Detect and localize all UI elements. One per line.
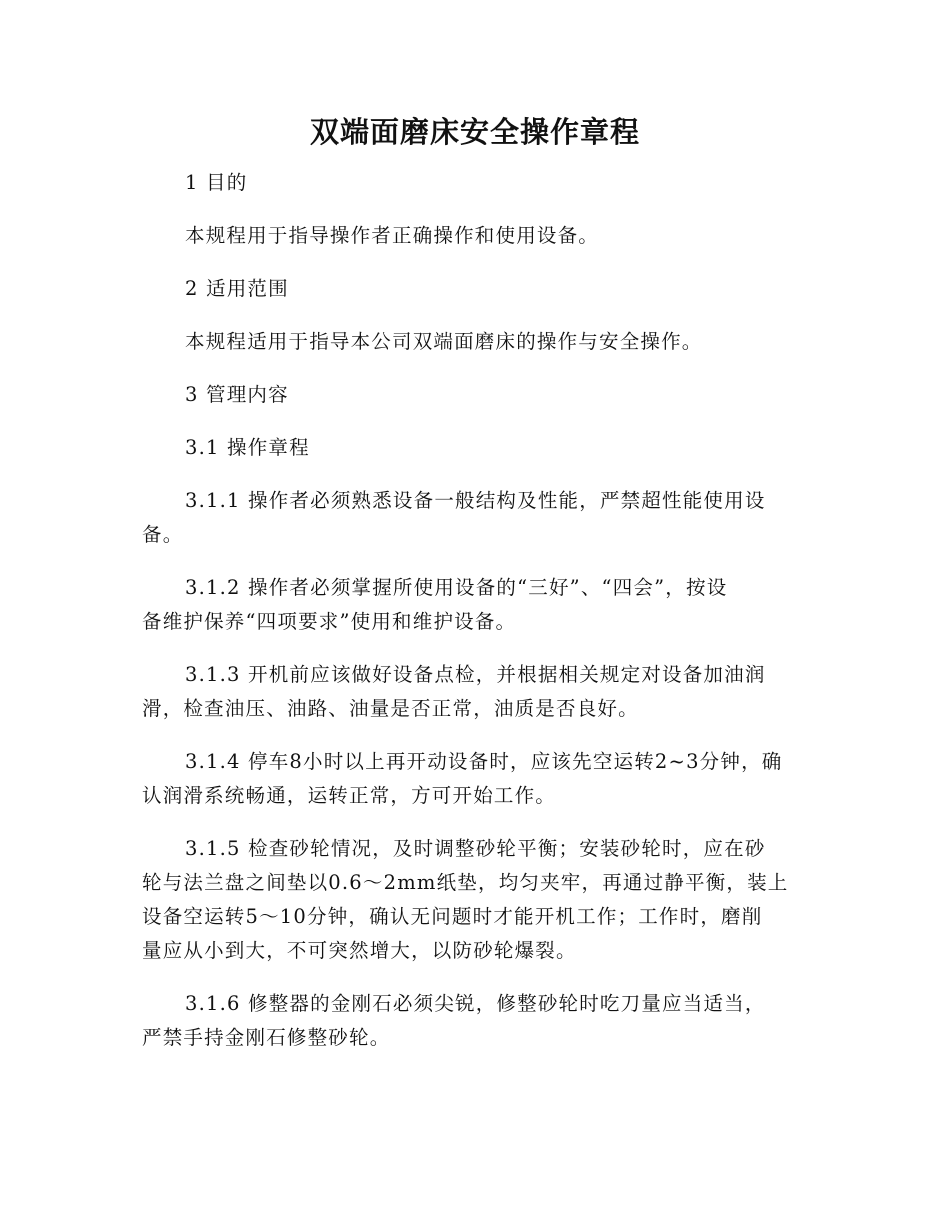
- text-line: 3.1.3 开机前应该做好设备点检，并根据相关规定对设备加油润: [185, 663, 766, 686]
- section-heading: [142, 166, 814, 200]
- clause-3-1-3: [142, 658, 814, 726]
- text-line: 2 适用范围: [185, 277, 289, 300]
- clause-3-1-1: [142, 484, 814, 552]
- clause-3-1-6: [142, 987, 814, 1055]
- text-line: 轮与法兰盘之间垫以0.6～2mm纸垫，均匀夹牢，再通过静平衡，装上: [142, 871, 789, 894]
- text-line: 3.1.4 停车8小时以上再开动设备时，应该先空运转2~3分钟，确: [185, 750, 783, 773]
- text-line: 3.1.2 操作者必须掌握所使用设备的“三好”、“四会”，按设: [185, 576, 728, 599]
- text-line: 本规程适用于指导本公司双端面磨床的操作与安全操作。: [185, 330, 703, 353]
- paragraph: [142, 219, 814, 253]
- text-line: 本规程用于指导操作者正确操作和使用设备。: [185, 224, 600, 247]
- text-line: 备。: [142, 523, 184, 546]
- section-heading: [142, 431, 814, 465]
- text-line: 3.1 操作章程: [185, 436, 310, 459]
- document-body: [142, 166, 814, 1074]
- clause-3-1-4: [142, 745, 814, 813]
- section-heading: [142, 378, 814, 412]
- clause-3-1-5: [142, 832, 814, 968]
- text-line: 备维护保养“四项要求”使用和维护设备。: [142, 610, 517, 633]
- text-line: 滑，检查油压、油路、油量是否正常，油质是否良好。: [142, 697, 639, 720]
- text-line: 设备空运转5～10分钟，确认无问题时才能开机工作；工作时，磨削: [142, 905, 763, 928]
- document-title: 双端面磨床安全操作章程: [309, 115, 640, 149]
- paragraph: [142, 325, 814, 359]
- clause-3-1-2: [142, 571, 814, 639]
- text-line: 量应从小到大，不可突然增大，以防砂轮爆裂。: [142, 939, 577, 962]
- section-heading: [142, 272, 814, 306]
- text-line: 认润滑系统畅通，运转正常，方可开始工作。: [142, 784, 557, 807]
- text-line: 3.1.5 检查砂轮情况，及时调整砂轮平衡；安装砂轮时，应在砂: [185, 837, 766, 860]
- text-line: 3 管理内容: [185, 383, 289, 406]
- text-line: 严禁手持金刚石修整砂轮。: [142, 1026, 391, 1049]
- text-line: 3.1.1 操作者必须熟悉设备一般结构及性能，严禁超性能使用设: [185, 489, 766, 512]
- text-line: 1 目的: [185, 171, 248, 194]
- text-line: 3.1.6 修整器的金刚石必须尖锐，修整砂轮时吃刀量应当适当，: [185, 992, 766, 1015]
